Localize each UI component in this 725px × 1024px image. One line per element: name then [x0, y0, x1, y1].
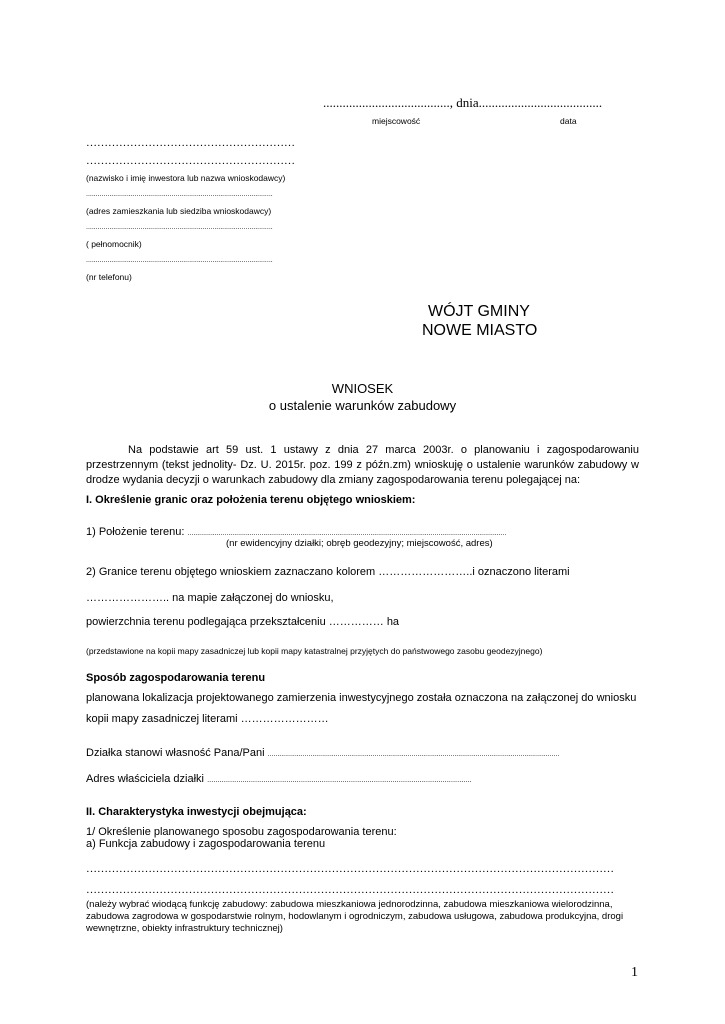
area-text: powierzchnia terenu podlegająca przekształceniu …………… ha: [86, 616, 400, 628]
document-title: WNIOSEK: [331, 381, 394, 396]
function-note: (należy wybrać wiodącą funkcję zabudowy: zabudowa mieszkaniowa jednorodzinna, zabudowa mieszkaniowa wielorodzinna, zabudowa zagrodowa w gospodarstwie rolnym, hodowlanym i ogrodniczym, zabudowa usługowa, zabudowa produkcyjna, drogi wewnętrzne, obiekty infrastruktury technicznej): [86, 899, 624, 934]
owner-address-label: Adres właściciela działki: [86, 773, 204, 785]
development-heading: Sposób zagospodarowania terenu: [86, 672, 266, 684]
owner-field: [86, 747, 559, 759]
borders-text: 2) Granice terenu objętego wnioskiem zaznaczano kolorem ……………………..i oznaczono literami: [86, 566, 570, 578]
section-2-heading: II. Charakterystyka inwestycji obejmująca:: [86, 806, 307, 818]
addressee-line-2: NOWE MIASTO: [422, 322, 538, 339]
applicant-name-caption: (nazwisko i imię inwestora lub nazwa wnioskodawcy): [86, 173, 286, 183]
proxy-dots: ................................................................................................: [86, 224, 273, 231]
applicant-line-1: …………………………………………………: [86, 137, 295, 149]
applicant-address-dots: ................................................................................................: [86, 191, 273, 198]
place-date-line: ......................................., dnia......................................: [323, 95, 603, 110]
function-dots-1: ………………………………………………………………………………………………………………………………: [86, 863, 614, 875]
map-text: ………………….. na mapie załączonej do wniosku,: [86, 592, 334, 604]
date-caption: data: [560, 116, 577, 126]
development-line-1: planowana lokalizacja projektowanego zamierzenia inwestycyjnego została oznaczona na załączonej do wniosku: [86, 692, 637, 704]
proxy-caption: ( pełnomocnik): [86, 239, 142, 249]
phone-caption: (nr telefonu): [86, 272, 132, 282]
owner-label: Działka stanowi własność Pana/Pani: [86, 747, 265, 759]
intro-line-1: Na podstawie art 59 ust. 1 ustawy z dnia 27 marca 2003r. o planowaniu i zagospodarowaniu: [128, 444, 639, 456]
development-line-2: kopii mapy zasadniczej literami ……………………: [86, 713, 329, 725]
section-1-heading: I. Określenie granic oraz położenia terenu objętego wnioskiem:: [86, 494, 416, 506]
place-caption: miejscowość: [372, 116, 421, 126]
section-2-item-1: 1/ Określenie planowanego sposobu zagospodarowania terenu:: [86, 826, 397, 838]
intro-line-3: drodze wydania decyzji o warunkach zabudowy dla zmiany zagospodarowania terenu polegającej na:: [86, 474, 581, 486]
intro-line-2: przestrzennym (tekst jednolity- Dz. U. 2015r. poz. 199 z późn.zm) wnioskuję o ustalenie warunków zabudowy w: [86, 459, 639, 471]
document-subtitle: o ustalenie warunków zabudowy: [268, 398, 457, 413]
owner-address-dots: ...............................................................................................................................: [207, 775, 472, 784]
function-dots-2: ………………………………………………………………………………………………………………………………: [86, 884, 614, 896]
map-caption: (przedstawione na kopii mapy zasadniczej lub kopii mapy katastralnej przyjętych do państwowego zasobu geodezyjnego): [86, 646, 543, 656]
section-2-item-a: a) Funkcja zabudowy i zagospodarowania terenu: [86, 838, 326, 850]
location-label: 1) Położenie terenu:: [86, 526, 188, 538]
location-dots: ....................................................................................................................................................................: [187, 530, 507, 537]
owner-dots: ......................................................................................................................................................: [267, 751, 560, 758]
owner-address-field: [86, 773, 472, 785]
location-field: [86, 526, 506, 538]
location-caption: (nr ewidencyjny działki; obręb geodezyjny; miejscowość, adres): [226, 538, 493, 549]
page-number: 1: [631, 965, 638, 980]
addressee-line-1: WÓJT GMINY: [428, 303, 530, 320]
applicant-line-2: …………………………………………………: [86, 155, 295, 167]
phone-dots: ................................................................................................: [86, 257, 273, 264]
applicant-address-caption: (adres zamieszkania lub siedziba wnioskodawcy): [86, 206, 272, 216]
